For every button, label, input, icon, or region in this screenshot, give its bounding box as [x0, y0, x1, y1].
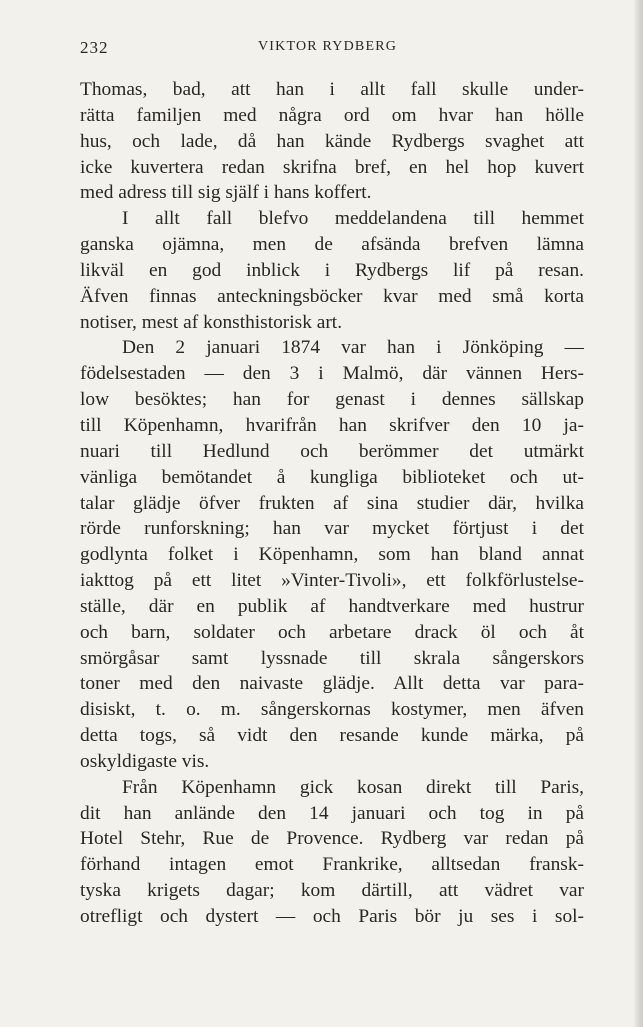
- text-line: nuari till Hedlund och berömmer det utmärkt: [80, 440, 584, 462]
- text-line: rörde runforskning; han var mycket förtjust i det: [80, 518, 584, 540]
- text-line: med adress till sig själf i hans koffert.: [80, 182, 372, 204]
- text-line: födelsestaden — den 3 i Malmö, där vännen Hers-: [80, 363, 584, 385]
- text-line: low besöktes; han for genast i dennes sällskap: [80, 389, 584, 411]
- text-line: likväl en god inblick i Rydbergs lif på resan.: [80, 259, 584, 281]
- page-number: 232: [80, 38, 109, 57]
- text-line: Äfven finnas anteckningsböcker kvar med små korta: [80, 285, 584, 307]
- text-line: I allt fall blefvo meddelandena till hemmet: [122, 208, 584, 230]
- text-line: Thomas, bad, att han i allt fall skulle under-: [80, 79, 584, 100]
- text-line: hus, och lade, då han kände Rydbergs svaghet att: [80, 130, 584, 152]
- text-line: till Köpenhamn, hvarifrån han skrifver den 10 ja-: [80, 414, 584, 436]
- body-text: [80, 77, 584, 930]
- text-line: och barn, soldater och arbetare drack öl och åt: [80, 621, 584, 643]
- text-line: förhand intagen emot Frankrike, alltsedan fransk-: [80, 854, 584, 876]
- text-line: smörgåsar samt lyssnade till skrala sångerskors: [80, 647, 584, 669]
- text-line: toner med den naivaste glädje. Allt detta var para-: [80, 673, 584, 695]
- text-line: icke kuvertera redan skrifna bref, en hel hop kuvert: [80, 156, 584, 178]
- page-header: [80, 38, 584, 62]
- text-line: tyska krigets dagar; kom därtill, att vädret var: [80, 880, 584, 902]
- running-head: VIKTOR RYDBERG: [258, 39, 398, 54]
- page-edge: [634, 0, 643, 1027]
- text-line: rätta familjen med några ord om hvar han hölle: [80, 104, 584, 126]
- text-line: Från Köpenhamn gick kosan direkt till Paris,: [122, 776, 584, 798]
- text-line: disiskt, t. o. m. sångerskornas kostymer, men äfven: [80, 699, 584, 721]
- text-line: ganska ojämna, men de afsända brefven lämna: [80, 234, 584, 256]
- text-line: godlynta folket i Köpenhamn, som han bland annat: [80, 544, 584, 566]
- text-line: ställe, där en publik af handtverkare med hustrur: [80, 595, 584, 617]
- text-line: detta togs, så vidt den resande kunde märka, på: [80, 725, 584, 747]
- text-line: notiser, mest af konsthistorisk art.: [80, 311, 343, 333]
- text-line: iakttog på ett litet »Vinter-Tivoli», ett folkförlustelse-: [80, 570, 584, 592]
- text-line: Hotel Stehr, Rue de Provence. Rydberg var redan på: [80, 828, 584, 850]
- text-line: oskyldigaste vis.: [80, 750, 210, 772]
- text-line: Den 2 januari 1874 var han i Jönköping —: [122, 337, 584, 359]
- text-line: dit han anlände den 14 januari och tog in på: [80, 802, 584, 824]
- text-line: talar glädje öfver frukten af sina studier där, hvilka: [80, 492, 584, 514]
- text-line: vänliga bemötandet å kungliga biblioteket och ut-: [80, 466, 584, 488]
- text-line: otrefligt och dystert — och Paris bör ju ses i sol-: [80, 906, 584, 927]
